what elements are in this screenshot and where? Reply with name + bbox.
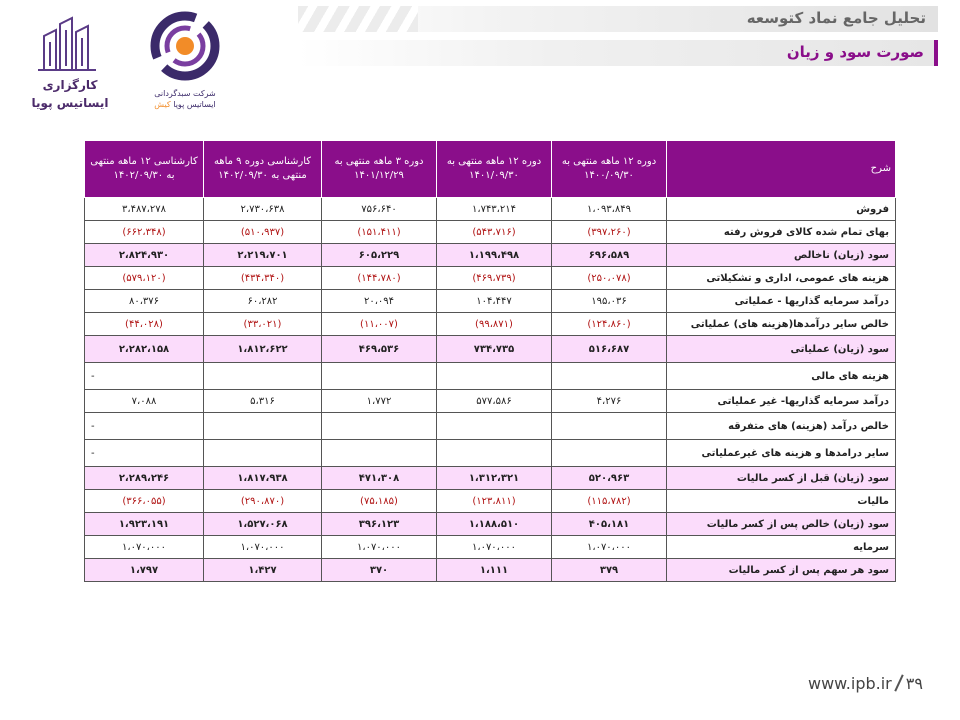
row-value: (۵۴۳،۷۱۶) (437, 221, 552, 244)
row-value: ۳،۴۸۷،۲۷۸ (85, 198, 204, 221)
row-label: خالص درآمد (هزینه) های متفرقه (667, 413, 896, 440)
row-value: (۵۷۹،۱۲۰) (85, 267, 204, 290)
row-value: ۱،۳۱۲،۳۲۱ (437, 467, 552, 490)
row-value: ۲،۲۱۹،۷۰۱ (204, 244, 322, 267)
row-label: هزینه های عمومی، اداری و تشکیلاتی (667, 267, 896, 290)
row-value (322, 413, 437, 440)
website-link[interactable]: www.ipb.ir (808, 674, 892, 693)
footer-separator (892, 675, 906, 691)
row-value: ۱۰۴،۴۴۷ (437, 290, 552, 313)
row-value: ۱،۱۸۸،۵۱۰ (437, 513, 552, 536)
row-value: ۱،۹۲۳،۱۹۱ (85, 513, 204, 536)
row-value (552, 363, 667, 390)
income-statement-table (84, 140, 896, 582)
table-row (85, 413, 896, 440)
row-value: ۱،۷۴۳،۲۱۴ (437, 198, 552, 221)
row-value: ۴،۲۷۶ (552, 390, 667, 413)
row-label: خالص سایر درآمدها(هزینه های) عملیاتی (667, 313, 896, 336)
row-value (437, 413, 552, 440)
row-label: فروش (667, 198, 896, 221)
row-value: ۱،۷۷۲ (322, 390, 437, 413)
row-value: (۱۲۴،۸۶۰) (552, 313, 667, 336)
row-value: ۱،۸۱۲،۶۲۲ (204, 336, 322, 363)
header-period-3: دوره ۳ ماهه منتهی به ۱۴۰۱/۱۲/۲۹ (322, 141, 437, 198)
row-value: ۸۰،۳۷۶ (85, 290, 204, 313)
fund-circle-icon (140, 8, 230, 88)
row-value: ۱،۰۹۳،۸۴۹ (552, 198, 667, 221)
building-icon (14, 8, 124, 78)
table-row (85, 490, 896, 513)
row-value: (۱۱۵،۷۸۲) (552, 490, 667, 513)
row-value: ۴۷۱،۳۰۸ (322, 467, 437, 490)
row-value: ۵۱۶،۶۸۷ (552, 336, 667, 363)
table-row (85, 336, 896, 363)
row-value: ۱،۵۲۷،۰۶۸ (204, 513, 322, 536)
page-title: تحلیل جامع نماد کتوسعه (746, 9, 926, 27)
row-label: مالیات (667, 490, 896, 513)
row-value: (۱۵۱،۴۱۱) (322, 221, 437, 244)
row-value: ۱،۰۷۰،۰۰۰ (552, 536, 667, 559)
subtitle-accent (934, 40, 938, 66)
table-row (85, 467, 896, 490)
table-row (85, 290, 896, 313)
row-value: ۱،۷۹۷ (85, 559, 204, 582)
row-value: ۲۰،۰۹۴ (322, 290, 437, 313)
header-description: شرح (667, 141, 896, 198)
row-value: ۷۳۴،۷۳۵ (437, 336, 552, 363)
row-value: (۴۳۴،۳۴۰) (204, 267, 322, 290)
header-period-4: کارشناسی دوره ۹ ماهه منتهی به ۱۴۰۲/۰۹/۳۰ (204, 141, 322, 198)
row-value: (۶۶۲،۳۴۸) (85, 221, 204, 244)
subtitle-bar (298, 40, 938, 66)
fund-name-line1: شرکت سبدگردانی (154, 89, 216, 98)
row-label: هزینه های مالی (667, 363, 896, 390)
row-value (204, 440, 322, 467)
page-subtitle: صورت سود و زیان (786, 43, 924, 61)
row-label: سود (زیان) قبل از کسر مالیات (667, 467, 896, 490)
row-value: ۶۹۶،۵۸۹ (552, 244, 667, 267)
row-value: ۱،۰۷۰،۰۰۰ (322, 536, 437, 559)
row-value: (۱۲۳،۸۱۱) (437, 490, 552, 513)
row-value (437, 440, 552, 467)
table-row (85, 440, 896, 467)
row-value: ۱،۱۱۱ (437, 559, 552, 582)
table-row (85, 559, 896, 582)
row-value: - (85, 363, 204, 390)
row-value: ۴۰۵،۱۸۱ (552, 513, 667, 536)
table-row (85, 267, 896, 290)
row-value: (۴۶۹،۷۳۹) (437, 267, 552, 290)
row-value: - (85, 440, 204, 467)
row-value: (۷۵،۱۸۵) (322, 490, 437, 513)
table-row (85, 363, 896, 390)
broker-name: کارگزاری ایساتیس پویا (31, 78, 109, 110)
fund-name-kish: کیش (154, 100, 171, 109)
row-value: ۵۷۷،۵۸۶ (437, 390, 552, 413)
row-value: ۱،۰۷۰،۰۰۰ (437, 536, 552, 559)
row-value: (۵۱۰،۹۳۷) (204, 221, 322, 244)
row-label: سرمایه (667, 536, 896, 559)
row-value: (۱۱،۰۰۷) (322, 313, 437, 336)
row-value: ۶۰۵،۲۲۹ (322, 244, 437, 267)
title-stripes (298, 6, 418, 32)
table-row (85, 536, 896, 559)
row-label: سایر درامدها و هزینه های غیرعملیاتی (667, 440, 896, 467)
broker-logo (14, 8, 124, 118)
footer (808, 674, 923, 693)
row-value (552, 440, 667, 467)
row-value (552, 413, 667, 440)
row-value: ۱،۸۱۷،۹۳۸ (204, 467, 322, 490)
row-value (322, 440, 437, 467)
row-label: درآمد سرمایه گذاریها - عملیاتی (667, 290, 896, 313)
table-row (85, 244, 896, 267)
table-row (85, 390, 896, 413)
row-label: سود (زیان) ناخالص (667, 244, 896, 267)
row-label: سود (زیان) عملیاتی (667, 336, 896, 363)
row-value: ۱،۰۷۰،۰۰۰ (204, 536, 322, 559)
row-value: ۲،۲۸۹،۲۴۶ (85, 467, 204, 490)
fund-logo (140, 8, 230, 118)
header-period-2: دوره ۱۲ ماهه منتهی به ۱۴۰۱/۰۹/۳۰ (437, 141, 552, 198)
table-row (85, 198, 896, 221)
row-value: ۷۵۶،۶۴۰ (322, 198, 437, 221)
row-value: ۵۲۰،۹۶۳ (552, 467, 667, 490)
row-value: ۱،۰۷۰،۰۰۰ (85, 536, 204, 559)
row-value: ۵،۳۱۶ (204, 390, 322, 413)
row-value (437, 363, 552, 390)
table-row (85, 513, 896, 536)
row-label: سود (زیان) خالص پس از کسر مالیات (667, 513, 896, 536)
row-label: سود هر سهم پس از کسر مالیات (667, 559, 896, 582)
row-value: ۱،۱۹۹،۴۹۸ (437, 244, 552, 267)
row-value: ۳۷۹ (552, 559, 667, 582)
row-value: (۹۹،۸۷۱) (437, 313, 552, 336)
row-value: ۷،۰۸۸ (85, 390, 204, 413)
row-value (204, 413, 322, 440)
fund-name (140, 88, 230, 110)
table-row (85, 313, 896, 336)
header-period-1: دوره ۱۲ ماهه منتهی به ۱۴۰۰/۰۹/۳۰ (552, 141, 667, 198)
row-value: (۳۳،۰۲۱) (204, 313, 322, 336)
header-period-5: کارشناسی ۱۲ ماهه منتهی به ۱۴۰۲/۰۹/۳۰ (85, 141, 204, 198)
row-value: (۲۵۰،۰۷۸) (552, 267, 667, 290)
fund-name-main: ایساتیس پویا (173, 100, 216, 109)
page-number: ۳۹ (905, 674, 923, 693)
row-value: ۴۶۹،۵۳۶ (322, 336, 437, 363)
row-value: ۳۷۰ (322, 559, 437, 582)
row-value: ۳۹۶،۱۲۳ (322, 513, 437, 536)
row-value: (۲۹۰،۸۷۰) (204, 490, 322, 513)
row-value: ۲،۲۸۲،۱۵۸ (85, 336, 204, 363)
row-value: ۲،۷۳۰،۶۳۸ (204, 198, 322, 221)
table-body (85, 198, 896, 582)
row-value: ۱،۴۲۷ (204, 559, 322, 582)
row-value: - (85, 413, 204, 440)
fund-name-line2 (140, 99, 230, 110)
row-label: درآمد سرمایه گذاریها- غیر عملیاتی (667, 390, 896, 413)
row-value: (۳۶۶،۰۵۵) (85, 490, 204, 513)
table-row (85, 221, 896, 244)
row-value: ۲،۸۲۴،۹۳۰ (85, 244, 204, 267)
row-value: ۱۹۵،۰۳۶ (552, 290, 667, 313)
title-bar (298, 6, 938, 32)
row-label: بهای تمام شده کالای فروش رفته (667, 221, 896, 244)
row-value (204, 363, 322, 390)
row-value (322, 363, 437, 390)
row-value: ۶۰،۲۸۲ (204, 290, 322, 313)
row-value: (۳۹۷،۲۶۰) (552, 221, 667, 244)
row-value: (۱۴۴،۷۸۰) (322, 267, 437, 290)
table-header-row (85, 141, 896, 198)
row-value: (۴۴،۰۲۸) (85, 313, 204, 336)
